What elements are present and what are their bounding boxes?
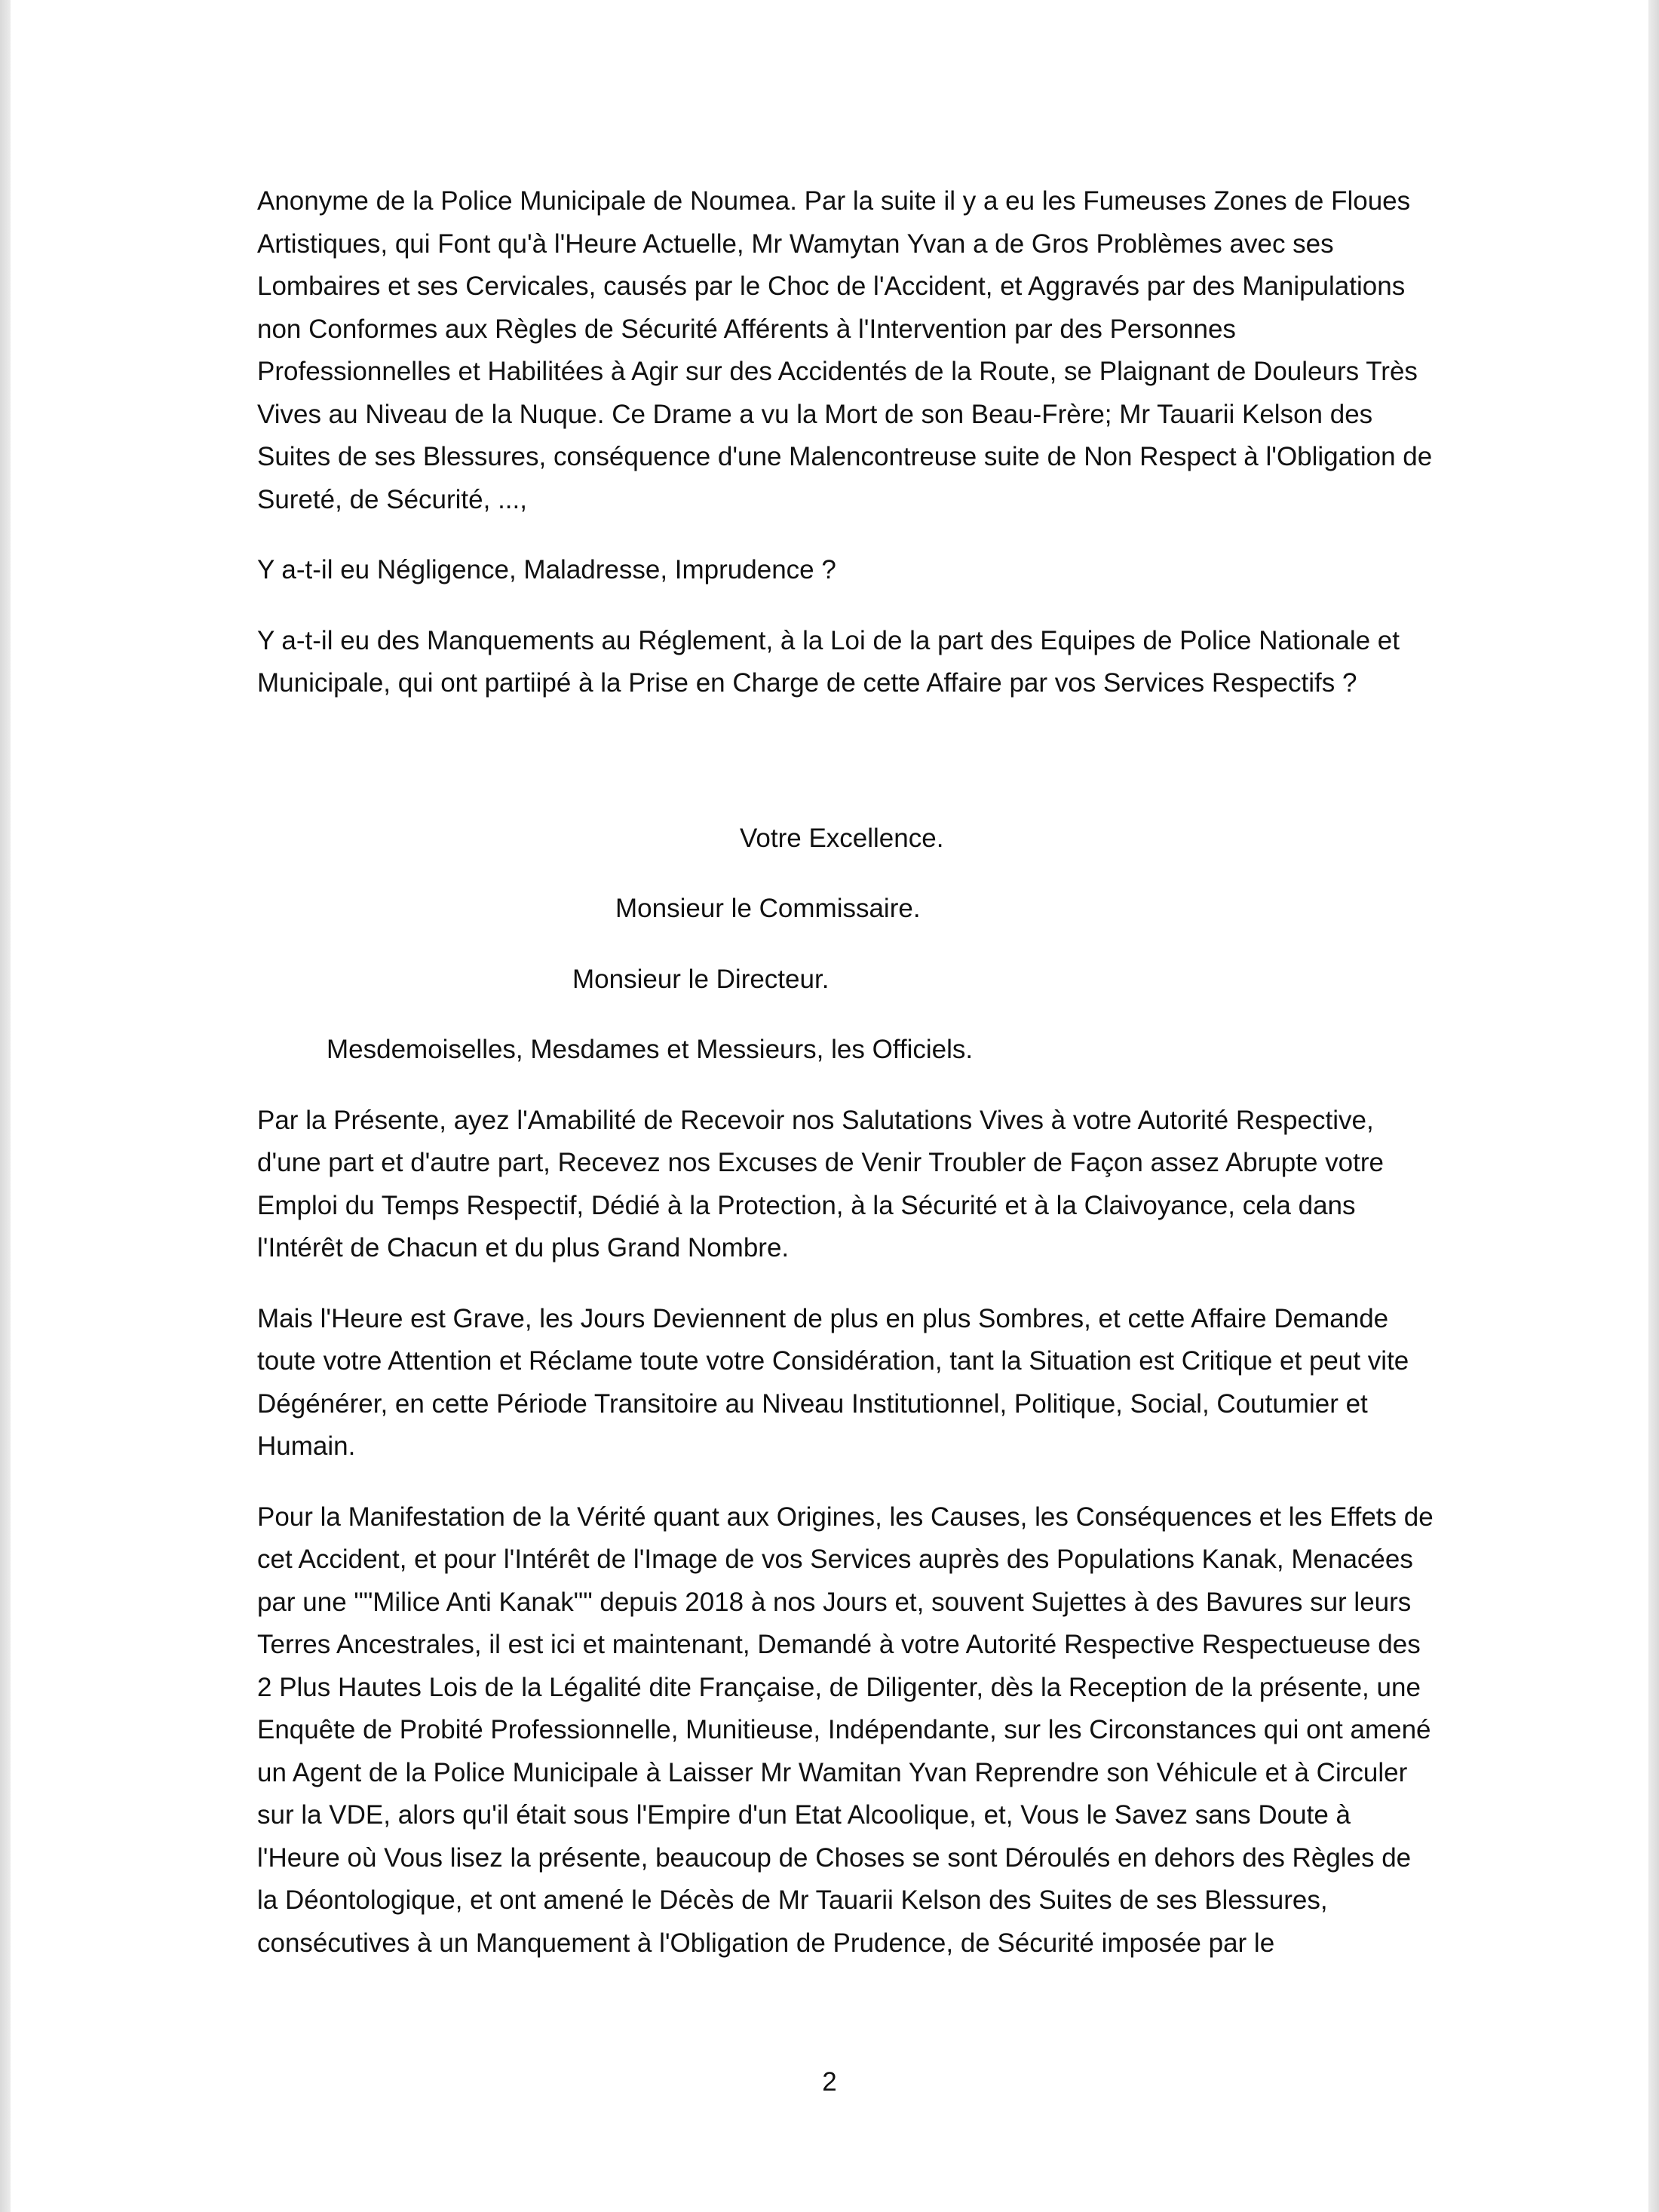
salutation-excellence: Votre Excellence. <box>740 823 944 853</box>
salutation-officiels: Mesdemoiselles, Mesdames et Messieurs, les Officiels. <box>327 1035 974 1064</box>
paragraph-urgency: Mais l'Heure est Grave, les Jours Deviennent de plus en plus Sombres, et cette Affaire Demande toute votre Attention et Réclame toute votre Considération, tant la Situation est Critique et peut vite Dégénérer, en cette Période Transitoire au Niveau Institutionnel, Politique, Social, Coutumier et Humain. <box>257 1303 1409 1461</box>
document-body <box>257 180 1434 1993</box>
salutation-directeur: Monsieur le Directeur. <box>572 964 830 994</box>
paragraph-request-inquiry: Pour la Manifestation de la Vérité quant aux Origines, les Causes, les Conséquences et les Effets de cet Accident, et pour l'Intérêt de l'Image de vos Services auprès des Populations Kanak, Menacées par une ""Milice Anti Kanak"" depuis 2018 à nos Jours et, souvent Sujettes à des Bavures sur leurs Terres Ancestrales, il est ici et maintenant, Demandé à votre Autorité Respective Respectueuse des 2 Plus Hautes Lois de la Légalité dite Française, de Diligenter, dès la Reception de la présente, une Enquête de Probité Professionnelle, Munitieuse, Indépendante, sur les Circonstances qui ont amené un Agent de la Police Municipale à Laisser Mr Wamitan Yvan Reprendre son Véhicule et à Circuler sur la VDE, alors qu'il était sous l'Empire d'un Etat Alcoolique, et, Vous le Savez sans Doute à l'Heure où Vous lisez la présente, beaucoup de Choses se sont Déroulés en dehors des Règles de la Déontologique, et ont amené le Décès de Mr Tauarii Kelson des Suites de ses Blessures, consécutives à un Manquement à l'Obligation de Prudence, de Sécurité imposée par le <box>257 1502 1434 1958</box>
spacer <box>257 733 1434 818</box>
paragraph-question-negligence: Y a-t-il eu Négligence, Maladresse, Imprudence ? <box>257 555 836 584</box>
paragraph-accident-details: Anonyme de la Police Municipale de Noumea. Par la suite il y a eu les Fumeuses Zones de Floues Artistiques, qui Font qu'à l'Heure Actuelle, Mr Wamytan Yvan a de Gros Problèmes avec ses Lombaires et ses Cervicales, causés par le Choc de l'Accident, et Aggravés par des Manipulations non Conformes aux Règles de Sécurité Afférents à l'Intervention par des Personnes Professionnelles et Habilitées à Agir sur des Accidentés de la Route, se Plaignant de Douleurs Très Vives au Niveau de la Nuque. Ce Drame a vu la Mort de son Beau-Frère; Mr Tauarii Kelson des Suites de ses Blessures, conséquence d'une Malencontreuse suite de Non Respect à l'Obligation de Sureté, de Sécurité, ..., <box>257 186 1433 514</box>
paragraph-question-manquements: Y a-t-il eu des Manquements au Réglement, à la Loi de la part des Equipes de Police Nationale et Municipale, qui ont partiipé à la Prise en Charge de cette Affaire par vos Services Respectifs ? <box>257 625 1400 698</box>
paragraph-greetings: Par la Présente, ayez l'Amabilité de Recevoir nos Salutations Vives à votre Autorité Respective, d'une part et d'autre part, Recevez nos Excuses de Venir Troubler de Façon assez Abrupte votre Emploi du Temps Respectif, Dédié à la Protection, à la Sécurité et à la Claivoyance, cela dans l'Intérêt de Chacun et du plus Grand Nombre. <box>257 1105 1384 1262</box>
page-number: 2 <box>822 2067 837 2097</box>
salutation-commissaire: Monsieur le Commissaire. <box>615 894 921 923</box>
document-page <box>11 0 1648 2212</box>
